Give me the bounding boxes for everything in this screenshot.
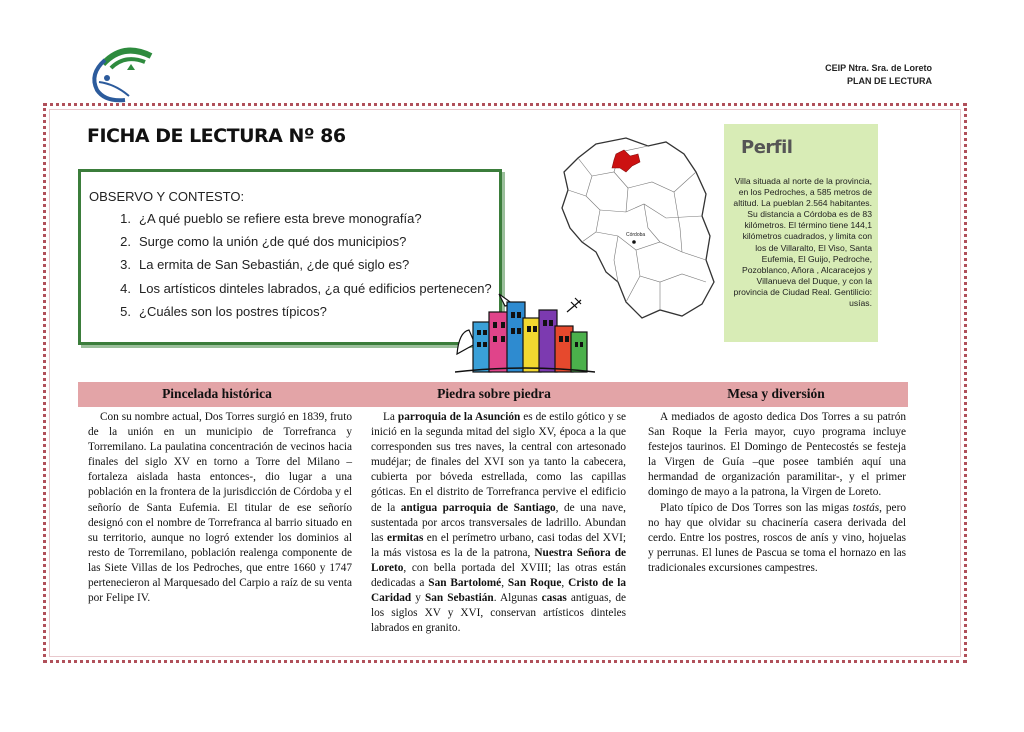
question-text: Surge como la unión ¿de qué dos municipios? <box>139 234 407 250</box>
history-text: Con su nombre actual, Dos Torres surgió en 1839, fruto de la unión en un municipio de Torrefranca y Torremilano. La paulatina concentración de vecinos hacia finales del siglo XV en torno a Torre del Milano –fortaleza aislada hasta entonces-, dio lugar a una población en la frontera de la jurisdicción de Córdoba y el señorío de Santa Eufemia. El titular de ese señorío designó con el nombre de Torrefranca al barrio situado en su territorio, aunque no logró extender los dominios al resto de Torremilano, población realenga componente de las Siete Villas de los Pedroches, que entre 1660 y 1747 pertenecieron al Marquesado del Carpio a raíz de su venta por Felipe IV. <box>88 411 352 605</box>
bold-run: casas <box>541 592 567 605</box>
text-run: , <box>501 577 508 590</box>
question-item <box>91 234 492 257</box>
question-number: 4. <box>120 280 131 296</box>
profile-title: Perfil <box>741 137 793 158</box>
text-run: , <box>561 577 569 590</box>
bold-run: San Sebastián <box>424 592 494 605</box>
city-label: Córdoba <box>626 232 646 238</box>
question-number: 2. <box>120 234 131 250</box>
reading-plan-label: PLAN DE LECTURA <box>847 76 932 86</box>
profile-text: Villa situada al norte de la provincia, en los Pedroches, a 585 metros de altitud. La pueblan 2.564 habitantes. Su distancia a Córdoba es de 83 kilómetros. El término tiene 144,1 kilómetros cuadrados, y limita con los de Villaralto, El Viso, Santa Eufemia, El Guijo, Pedroche, Pozoblanco, Añora , Alcaracejos y Villanueva del Duque, y con la provincia de Ciudad Real. Gentilicio: usías. <box>733 176 872 309</box>
text-run: antiguas, de los siglos XV y XVI, conservan artísticos dinteles labrados en granito. <box>371 592 627 635</box>
column-headings-bar <box>78 382 908 407</box>
bold-run: parroquia de la Asunción <box>397 411 521 423</box>
question-text: ¿Cuáles son los postres típicos? <box>139 303 327 319</box>
question-item <box>91 281 492 304</box>
question-item <box>91 304 492 327</box>
questions-heading: OBSERVO Y CONTESTO: <box>89 189 245 204</box>
food-festivities-column <box>648 410 906 576</box>
questions-box <box>78 169 502 345</box>
text-run: Plato típico de Dos Torres son las migas <box>660 501 853 514</box>
monuments-text <box>371 410 626 636</box>
bold-run: Nuestra Señora de Loreto <box>371 546 626 574</box>
monuments-column <box>371 410 626 636</box>
text-run: La <box>383 411 398 423</box>
page-title: FICHA DE LECTURA Nº 86 <box>87 125 346 147</box>
col1-heading: Pincelada histórica <box>162 386 272 401</box>
profile-box <box>724 124 878 342</box>
town-illustration <box>455 292 595 378</box>
food-text <box>648 501 906 576</box>
bold-run: San Bartolomé <box>428 577 502 590</box>
bold-run: San Roque <box>507 577 562 590</box>
col2-heading: Piedra sobre piedra <box>437 386 551 401</box>
italic-run: tostás <box>852 501 880 514</box>
history-column <box>88 410 352 606</box>
col3-heading: Mesa y diversión <box>727 386 825 401</box>
question-number: 5. <box>120 303 131 319</box>
bold-run: Cristo de la Caridad <box>371 577 626 605</box>
text-run: en el perímetro urbano, casi todas del XVI; la más vistosa es la de la patrona, <box>371 531 626 559</box>
festivities-text: A mediados de agosto dedica Dos Torres a su patrón San Roque la Feria mayor, cuyo programa incluye festejos taurinos. El Domingo de Pentecostés se festeja la Virgen de Guía –que posee también aquí una hermandad de organización paramilitar-, y el primer domingo de mayo a la patrona, la Virgen de Loreto. <box>648 411 906 499</box>
bold-run: antigua parroquia de Santiago <box>400 501 556 514</box>
text-run: . Algunas <box>493 592 542 605</box>
junta-logo <box>85 40 163 106</box>
question-text: La ermita de San Sebastián, ¿de qué siglo es? <box>139 257 410 273</box>
question-item <box>91 257 492 280</box>
school-name: CEIP Ntra. Sra. de Loreto <box>825 63 932 73</box>
text-run: , pero no hay que olvidar su chacinería casera derivada del cerdo. Entre los postres, roscos de anís y vino, hojuelas y perrunas. El lunes de Pascua se toma el hornazo en las tradicionales excursiones campestres. <box>648 501 906 574</box>
bold-run: ermitas <box>386 531 424 544</box>
text-run: , de una nave, sustentada por arcos transversales de ladrillo. Abundan las <box>371 501 627 544</box>
question-text: ¿A qué pueblo se refiere esta breve monografía? <box>139 211 422 226</box>
question-number: 1. <box>120 211 131 226</box>
text-run: es de estilo gótico y se inició en la segunda mitad del siglo XV, época a la que corresponden sus tres naves, la central con artesonado mudéjar; de finales del XVI son ya tanto la cabecera, cubierta por bóveda estrellada, como las capillas góticas. En el distrito de Torrefranca pervive el edificio de la <box>371 411 626 514</box>
text-run: y <box>411 592 425 605</box>
school-header <box>825 62 932 88</box>
text-run: , con bella portada del XVIII; las otras están dedicadas a <box>371 561 626 590</box>
questions-list <box>91 211 492 327</box>
question-text: Los artísticos dinteles labrados, ¿a qué edificios pertenecen? <box>139 280 492 296</box>
question-item <box>91 211 492 234</box>
question-number: 3. <box>120 257 131 273</box>
